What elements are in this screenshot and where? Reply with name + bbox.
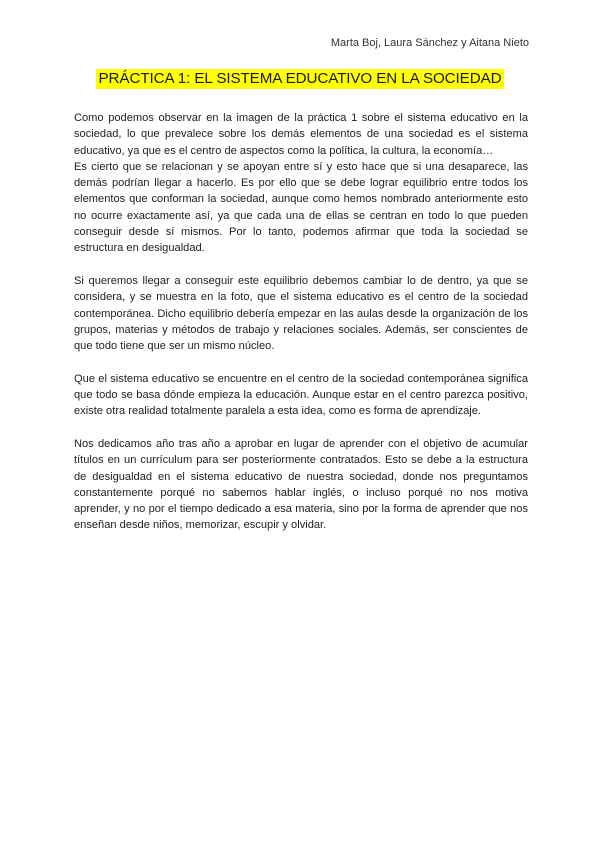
paragraph-learning: Nos dedicamos año tras año a aprobar en lugar de aprender con el objetivo de acumular títulos en un currículum para ser posteriormente contratados. Esto se debe a la estructura de desigualdad en el sistema educativo de nuestra sociedad, donde nos preguntamos constantemente porqué no sabemos hablar inglés, o incluso porqué no nos motiva aprender, y no por el tiempo dedicado a esa materia, sino por la forma de aprender que nos enseñan desde niños, memorizar, escupir y olvidar.: [74, 437, 528, 532]
document-body: [74, 110, 528, 534]
paragraph-center: Que el sistema educativo se encuentre en el centro de la sociedad contemporánea significa que todo se basa dónde empieza la educación. Aunque estar en el centro parezca positivo, existe otra realidad totalmente paralela a esta idea, como es forma de aprendizaje.: [74, 372, 528, 418]
author-names: Marta Boj, Laura Sánchez y Aitana Nieto: [330, 37, 529, 49]
title-container: [0, 69, 600, 89]
paragraph-equilibrium: Si queremos llegar a conseguir este equilibrio debemos cambiar lo de dentro, ya que se considera, y se muestra en la foto, que el sistema educativo es el centro de la sociedad contemporánea. Dicho equilibrio debería empezar en las aulas desde la organización de los grupos, materias y métodos de trabajo y relaciones sociales. Además, ser conscientes de que todo tiene que ser un mismo núcleo.: [74, 274, 528, 353]
paragraph-intro: Como podemos observar en la imagen de la práctica 1 sobre el sistema educativo en la sociedad, lo que prevalece sobre los demás elementos de una sociedad es el sistema educativo, ya que es el centro de aspectos como la política, la cultura, la economía…: [74, 112, 528, 157]
document-title: PRÁCTICA 1: EL SISTEMA EDUCATIVO EN LA SOCIEDAD: [96, 69, 505, 89]
paragraph-interdependence: Es cierto que se relacionan y se apoyan entre sí y esto hace que si una desaparece, las demás podrían llegar a hacerlo. Es por ello que se debe lograr equilibrio entre todos los elementos que conforman la sociedad, aunque como hemos nombrado anteriormente esto no ocurre exactamente así, ya que cada una de ellas se centran en todo lo que pueden conseguir desde sí mismos. Por lo tanto, podemos afirmar que toda la sociedad se estructura en desigualdad.: [74, 160, 528, 255]
